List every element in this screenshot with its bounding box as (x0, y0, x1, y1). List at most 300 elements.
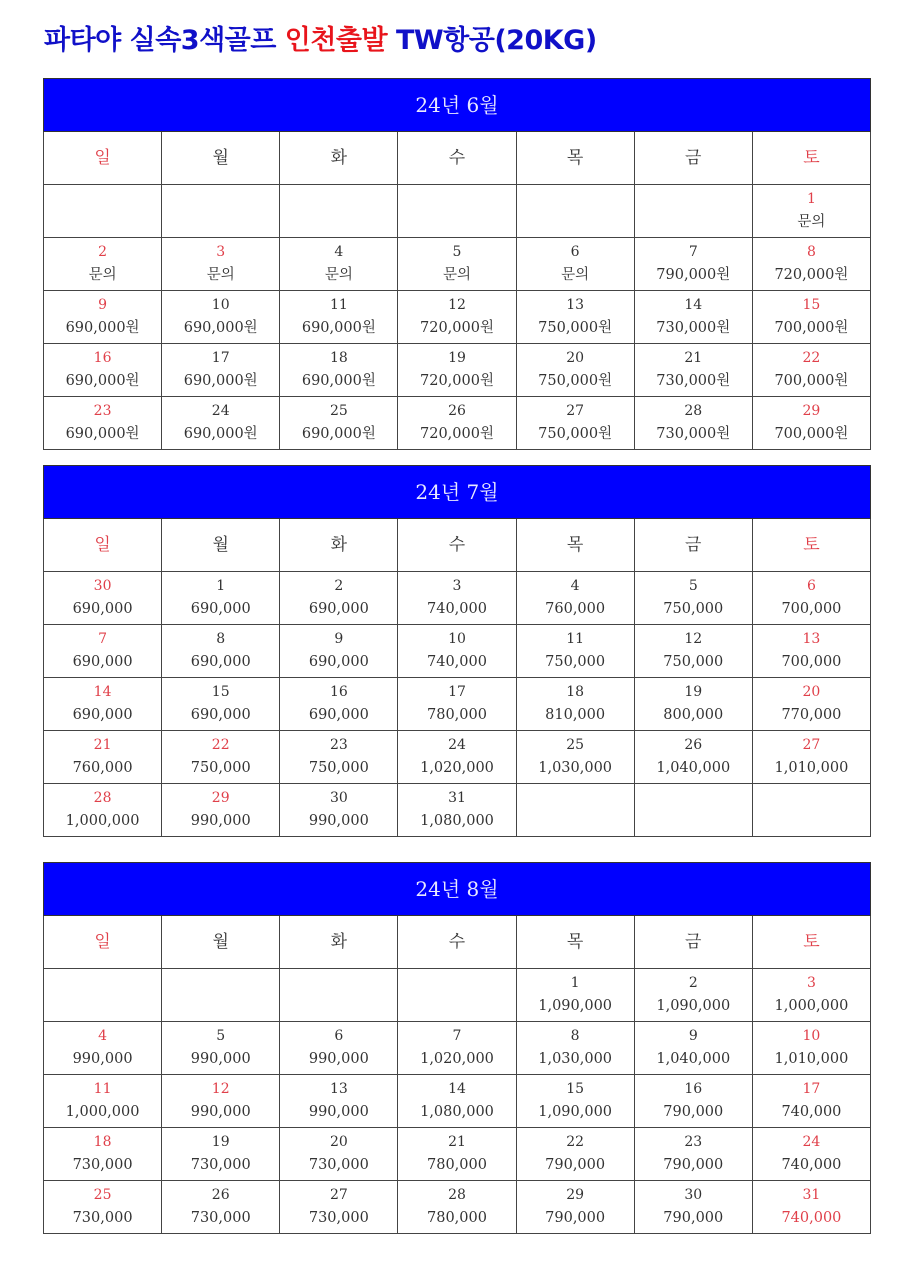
day-price: 720,000원 (420, 320, 494, 336)
day-cell (516, 291, 634, 344)
day-number: 7 (98, 631, 108, 647)
day-cell (398, 291, 516, 344)
day-price: 1,090,000 (656, 998, 731, 1014)
day-price: 1,000,000 (65, 1104, 140, 1120)
day-price: 990,000 (190, 813, 251, 829)
empty-day-cell (516, 784, 634, 837)
day-price: 690,000 (190, 707, 251, 723)
day-cell (752, 397, 870, 450)
day-cell (162, 1181, 280, 1234)
day-number: 1 (216, 578, 226, 594)
day-number: 25 (329, 403, 348, 419)
day-number: 31 (448, 790, 466, 806)
day-price: 750,000 (663, 601, 724, 617)
day-cell (162, 572, 280, 625)
day-cell (752, 1181, 870, 1234)
day-price: 690,000 (190, 654, 251, 670)
day-price: 810,000 (545, 707, 606, 723)
day-number: 18 (566, 684, 585, 700)
week-row (44, 238, 871, 291)
day-cell (634, 731, 752, 784)
day-number: 3 (806, 975, 816, 991)
day-cell (752, 344, 870, 397)
day-number: 20 (566, 350, 585, 366)
day-number: 5 (688, 578, 698, 594)
day-price: 750,000원 (538, 426, 613, 442)
day-cell (280, 784, 398, 837)
day-price: 1,020,000 (420, 760, 494, 776)
week-row (44, 969, 871, 1022)
weekday-header: 토 (752, 132, 870, 185)
day-price: 1,090,000 (538, 1104, 613, 1120)
day-number: 13 (566, 297, 585, 313)
day-cell (516, 625, 634, 678)
day-cell (162, 344, 280, 397)
day-cell (516, 678, 634, 731)
day-cell (162, 1128, 280, 1181)
day-cell (634, 397, 752, 450)
day-price: 740,000 (427, 654, 487, 670)
day-number: 21 (684, 350, 703, 366)
empty-day-cell (634, 185, 752, 238)
day-price: 690,000원 (301, 426, 376, 442)
day-price: 1,010,000 (774, 760, 849, 776)
weekday-header: 월 (162, 132, 280, 185)
day-price: 730,000원 (656, 426, 731, 442)
day-price: 790,000 (663, 1210, 724, 1226)
day-price: 790,000 (545, 1157, 606, 1173)
weekday-header: 수 (398, 519, 516, 572)
day-cell (634, 625, 752, 678)
week-row (44, 1022, 871, 1075)
day-number: 11 (93, 1081, 112, 1097)
day-number: 17 (211, 350, 230, 366)
day-cell (44, 731, 162, 784)
day-price: 750,000 (308, 760, 369, 776)
empty-day-cell (280, 185, 398, 238)
day-price: 770,000 (781, 707, 842, 723)
day-number: 8 (806, 244, 816, 260)
day-cell (280, 731, 398, 784)
day-cell (162, 397, 280, 450)
day-cell (516, 238, 634, 291)
day-cell (752, 291, 870, 344)
day-cell (398, 784, 516, 837)
day-price: 750,000 (545, 654, 606, 670)
day-number: 7 (688, 244, 698, 260)
day-price: 990,000 (308, 1051, 369, 1067)
day-number: 19 (211, 1134, 230, 1150)
day-number: 15 (802, 297, 821, 313)
day-cell (162, 1075, 280, 1128)
day-cell (44, 1181, 162, 1234)
day-cell (162, 238, 280, 291)
day-number: 25 (566, 737, 585, 753)
day-price: 760,000 (545, 601, 606, 617)
day-price: 750,000 (663, 654, 724, 670)
day-cell (634, 1075, 752, 1128)
day-price: 1,020,000 (420, 1051, 494, 1067)
day-cell (752, 625, 870, 678)
day-number: 6 (334, 1028, 344, 1044)
day-price: 790,000 (663, 1104, 724, 1120)
day-price: 790,000 (545, 1210, 606, 1226)
day-cell (44, 1075, 162, 1128)
day-price: 690,000 (308, 601, 369, 617)
title-product: 파타야 실속3색골프 (44, 25, 285, 56)
day-cell (516, 572, 634, 625)
day-cell (162, 678, 280, 731)
day-number: 29 (566, 1187, 585, 1203)
day-number: 12 (684, 631, 703, 647)
week-row (44, 1075, 871, 1128)
day-number: 4 (570, 578, 580, 594)
day-cell (752, 678, 870, 731)
day-cell (44, 572, 162, 625)
day-number: 11 (329, 297, 348, 313)
day-cell (280, 625, 398, 678)
day-price: 730,000 (308, 1157, 369, 1173)
day-cell (398, 731, 516, 784)
day-number: 22 (566, 1134, 585, 1150)
day-cell (398, 1022, 516, 1075)
day-price: 1,080,000 (420, 813, 494, 829)
day-price: 690,000원 (301, 373, 376, 389)
day-cell (280, 238, 398, 291)
empty-day-cell (634, 784, 752, 837)
day-price: 730,000 (308, 1210, 369, 1226)
day-price: 1,000,000 (65, 813, 140, 829)
day-price: 690,000 (308, 707, 369, 723)
empty-day-cell (398, 969, 516, 1022)
month-header: 24년 7월 (44, 466, 871, 519)
day-cell (634, 1022, 752, 1075)
empty-day-cell (162, 185, 280, 238)
day-price: 700,000원 (774, 426, 849, 442)
day-cell (44, 784, 162, 837)
day-cell (516, 731, 634, 784)
week-row (44, 784, 871, 837)
day-number: 11 (566, 631, 585, 647)
day-number: 16 (93, 350, 112, 366)
day-number: 13 (329, 1081, 348, 1097)
day-number: 28 (93, 790, 112, 806)
day-number: 21 (93, 737, 112, 753)
day-number: 6 (806, 578, 816, 594)
day-price: 690,000 (72, 707, 133, 723)
day-number: 29 (802, 403, 821, 419)
day-price: 740,000 (781, 1210, 842, 1226)
day-price: 700,000 (781, 601, 842, 617)
day-cell (280, 1181, 398, 1234)
day-cell (752, 1022, 870, 1075)
day-number: 14 (684, 297, 703, 313)
day-number: 25 (93, 1187, 112, 1203)
day-number: 1 (806, 191, 816, 207)
day-cell (634, 1128, 752, 1181)
day-cell (752, 1075, 870, 1128)
day-cell (44, 678, 162, 731)
day-price: 1,040,000 (656, 760, 731, 776)
day-price: 730,000원 (656, 373, 731, 389)
month-header: 24년 8월 (44, 863, 871, 916)
day-number: 19 (448, 350, 466, 366)
day-cell (398, 1075, 516, 1128)
day-number: 28 (448, 1187, 466, 1203)
day-number: 2 (98, 244, 108, 260)
day-number: 8 (216, 631, 226, 647)
day-price: 690,000원 (183, 426, 258, 442)
day-price: 760,000 (72, 760, 133, 776)
day-cell (44, 1128, 162, 1181)
month-header: 24년 6월 (44, 79, 871, 132)
day-price: 1,040,000 (656, 1051, 731, 1067)
day-number: 10 (802, 1028, 821, 1044)
day-price: 720,000원 (774, 267, 849, 283)
day-number: 13 (802, 631, 821, 647)
day-number: 30 (684, 1187, 703, 1203)
day-cell (44, 291, 162, 344)
day-price: 690,000원 (65, 426, 140, 442)
weekday-header: 금 (634, 132, 752, 185)
day-number: 22 (211, 737, 230, 753)
weekday-header: 수 (398, 916, 516, 969)
day-price: 690,000원 (183, 373, 258, 389)
day-number: 10 (211, 297, 230, 313)
day-cell (398, 625, 516, 678)
week-row (44, 572, 871, 625)
day-number: 5 (216, 1028, 226, 1044)
day-number: 28 (684, 403, 703, 419)
day-price: 문의 (561, 267, 590, 283)
day-price: 990,000 (190, 1051, 251, 1067)
day-price: 780,000 (427, 707, 487, 723)
day-number: 26 (448, 403, 466, 419)
day-number: 5 (452, 244, 462, 260)
weekday-header: 토 (752, 519, 870, 572)
weekday-header: 월 (162, 916, 280, 969)
day-number: 7 (452, 1028, 462, 1044)
day-number: 10 (448, 631, 466, 647)
day-number: 18 (329, 350, 348, 366)
day-cell (398, 1128, 516, 1181)
day-cell (162, 731, 280, 784)
day-number: 30 (329, 790, 348, 806)
day-price: 690,000 (308, 654, 369, 670)
day-cell (634, 291, 752, 344)
week-row (44, 625, 871, 678)
weekday-header: 화 (280, 519, 398, 572)
day-price: 750,000원 (538, 320, 613, 336)
day-number: 9 (98, 297, 108, 313)
day-price: 990,000 (72, 1051, 133, 1067)
day-price: 730,000 (72, 1157, 133, 1173)
day-number: 23 (684, 1134, 703, 1150)
weekday-header: 목 (516, 519, 634, 572)
day-cell (516, 969, 634, 1022)
day-price: 740,000 (427, 601, 487, 617)
day-cell (280, 572, 398, 625)
day-price: 700,000원 (774, 373, 849, 389)
day-number: 17 (448, 684, 466, 700)
day-price: 690,000 (72, 654, 133, 670)
day-price: 730,000 (72, 1210, 133, 1226)
day-price: 문의 (797, 214, 826, 230)
day-price: 720,000원 (420, 373, 494, 389)
day-price: 740,000 (781, 1104, 842, 1120)
day-number: 26 (211, 1187, 230, 1203)
day-cell (44, 238, 162, 291)
day-price: 700,000 (781, 654, 842, 670)
day-cell (280, 344, 398, 397)
day-price: 790,000 (663, 1157, 724, 1173)
title-airline: TW항공(20KG) (387, 25, 597, 56)
weekday-header: 토 (752, 916, 870, 969)
empty-day-cell (44, 185, 162, 238)
day-cell (280, 291, 398, 344)
page-title (44, 18, 597, 57)
day-number: 16 (329, 684, 348, 700)
calendar-june (43, 78, 871, 450)
day-number: 30 (93, 578, 112, 594)
day-number: 1 (570, 975, 580, 991)
day-number: 24 (802, 1134, 821, 1150)
calendar-july (43, 465, 871, 837)
day-cell (398, 1181, 516, 1234)
day-number: 9 (334, 631, 344, 647)
day-price: 1,080,000 (420, 1104, 494, 1120)
weekday-header: 화 (280, 132, 398, 185)
day-price: 1,030,000 (538, 760, 613, 776)
day-number: 16 (684, 1081, 703, 1097)
day-cell (280, 1075, 398, 1128)
day-number: 27 (802, 737, 821, 753)
day-cell (634, 969, 752, 1022)
day-number: 31 (802, 1187, 821, 1203)
day-number: 23 (93, 403, 112, 419)
day-number: 27 (329, 1187, 348, 1203)
day-cell (44, 1022, 162, 1075)
week-row (44, 397, 871, 450)
weekday-header: 목 (516, 132, 634, 185)
day-price: 750,000 (190, 760, 251, 776)
day-price: 990,000 (308, 1104, 369, 1120)
weekday-header: 화 (280, 916, 398, 969)
day-price: 690,000원 (65, 320, 140, 336)
weekday-header: 월 (162, 519, 280, 572)
day-cell (280, 1022, 398, 1075)
day-cell (162, 1022, 280, 1075)
day-number: 26 (684, 737, 703, 753)
day-cell (162, 784, 280, 837)
day-cell (398, 344, 516, 397)
day-cell (44, 344, 162, 397)
day-price: 문의 (206, 267, 235, 283)
day-number: 12 (211, 1081, 230, 1097)
day-number: 17 (802, 1081, 821, 1097)
day-number: 21 (448, 1134, 466, 1150)
day-cell (752, 969, 870, 1022)
day-number: 12 (448, 297, 466, 313)
day-cell (280, 1128, 398, 1181)
day-cell (634, 678, 752, 731)
day-cell (634, 238, 752, 291)
day-cell (280, 397, 398, 450)
day-price: 740,000 (781, 1157, 842, 1173)
empty-day-cell (162, 969, 280, 1022)
week-row (44, 185, 871, 238)
day-cell (162, 625, 280, 678)
day-price: 문의 (442, 267, 471, 283)
weekday-header: 일 (44, 519, 162, 572)
weekday-header: 금 (634, 916, 752, 969)
day-cell (752, 185, 870, 238)
day-number: 8 (570, 1028, 580, 1044)
day-cell (516, 1075, 634, 1128)
day-number: 14 (93, 684, 112, 700)
day-price: 1,010,000 (774, 1051, 849, 1067)
day-cell (162, 291, 280, 344)
day-price: 790,000원 (656, 267, 731, 283)
day-price: 690,000원 (301, 320, 376, 336)
empty-day-cell (752, 784, 870, 837)
day-number: 15 (566, 1081, 585, 1097)
day-price: 800,000 (663, 707, 724, 723)
weekday-header: 일 (44, 916, 162, 969)
day-price: 730,000원 (656, 320, 731, 336)
empty-day-cell (398, 185, 516, 238)
day-number: 3 (452, 578, 462, 594)
week-row (44, 731, 871, 784)
day-number: 24 (448, 737, 466, 753)
day-cell (516, 1022, 634, 1075)
day-number: 4 (98, 1028, 108, 1044)
day-cell (398, 572, 516, 625)
day-price: 720,000원 (420, 426, 494, 442)
day-price: 700,000원 (774, 320, 849, 336)
day-cell (516, 397, 634, 450)
day-price: 690,000 (190, 601, 251, 617)
day-number: 29 (211, 790, 230, 806)
day-number: 9 (688, 1028, 698, 1044)
day-cell (44, 397, 162, 450)
day-number: 19 (684, 684, 703, 700)
day-cell (752, 731, 870, 784)
day-price: 1,030,000 (538, 1051, 613, 1067)
day-price: 문의 (324, 267, 353, 283)
day-price: 780,000 (427, 1157, 487, 1173)
day-cell (44, 625, 162, 678)
day-number: 6 (570, 244, 580, 260)
day-cell (516, 1128, 634, 1181)
day-price: 문의 (88, 267, 117, 283)
day-number: 20 (802, 684, 821, 700)
day-number: 20 (329, 1134, 348, 1150)
calendar-august (43, 862, 871, 1234)
day-cell (752, 1128, 870, 1181)
day-price: 990,000 (308, 813, 369, 829)
day-cell (634, 572, 752, 625)
day-number: 18 (93, 1134, 112, 1150)
weekday-header: 목 (516, 916, 634, 969)
day-price: 1,090,000 (538, 998, 613, 1014)
day-number: 24 (211, 403, 230, 419)
empty-day-cell (44, 969, 162, 1022)
day-price: 990,000 (190, 1104, 251, 1120)
day-price: 1,000,000 (774, 998, 849, 1014)
week-row (44, 291, 871, 344)
day-cell (516, 344, 634, 397)
